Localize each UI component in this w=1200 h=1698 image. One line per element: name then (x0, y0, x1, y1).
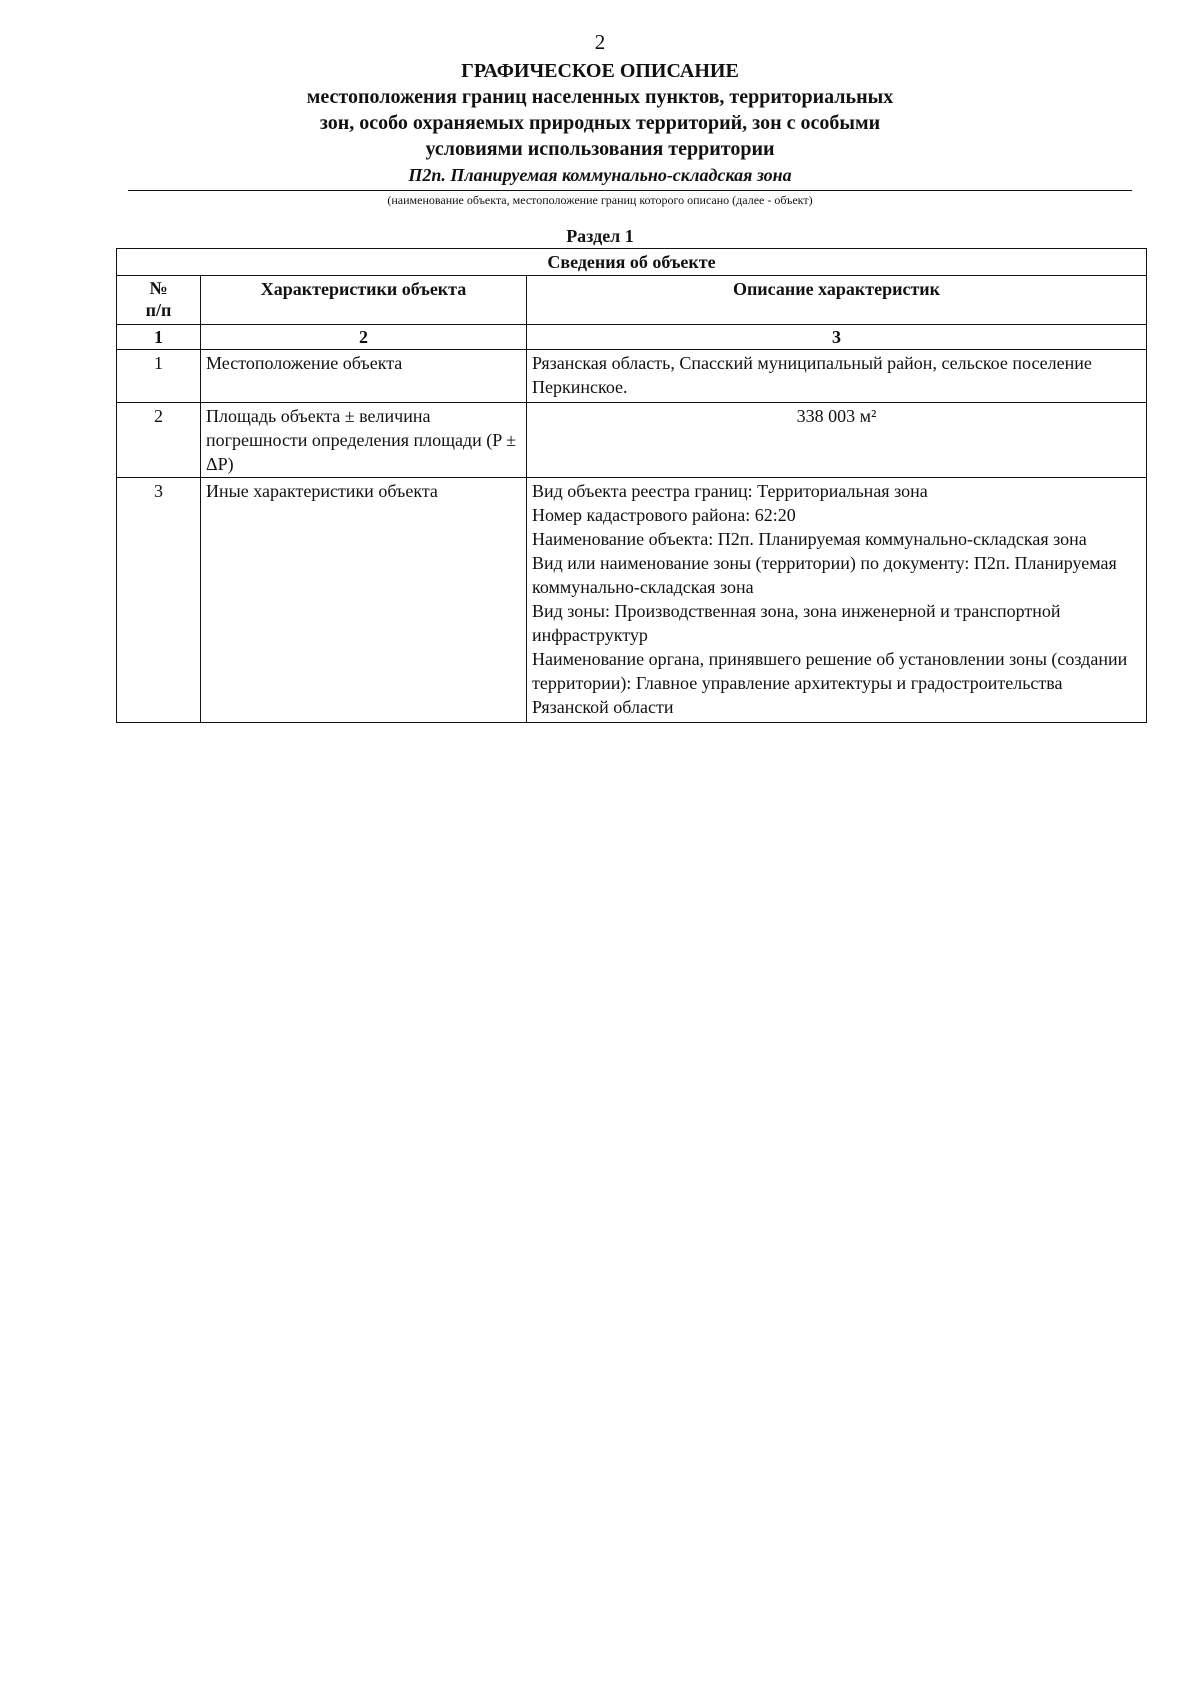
table-row (117, 350, 1147, 403)
object-name: П2п. Планируемая коммунально-складская зона (408, 165, 792, 185)
object-caption: (наименование объекта, местоположение границ которого описано (далее - объект) (387, 193, 813, 207)
row-characteristic: Местоположение объекта (201, 350, 527, 403)
row-description (527, 350, 1147, 403)
table-row (117, 478, 1147, 723)
document-subtitle-line-2: зон, особо охраняемых природных территорий, зон с особыми (319, 112, 881, 134)
description-line: Вид зоны: Производственная зона, зона инженерной и транспортной инфраструктур (532, 601, 1061, 645)
table-caption: Сведения об объекте (117, 249, 1147, 276)
row-index: 1 (117, 350, 201, 403)
description-line: Номер кадастрового района: 62:20 (532, 505, 796, 525)
row-characteristic: Иные характеристики объекта (201, 478, 527, 723)
description-line: Наименование объекта: П2п. Планируемая коммунально-складская зона (532, 529, 1087, 549)
column-header-characteristic: Характеристики объекта (201, 276, 527, 325)
page-number: 2 (594, 30, 606, 54)
object-info-table (116, 248, 1147, 723)
description-line: Вид или наименование зоны (территории) по документу: П2п. Планируемая коммунально-складская зона (532, 553, 1117, 597)
object-name-underline (128, 190, 1132, 191)
column-number-3: 3 (527, 325, 1147, 350)
column-number-1: 1 (117, 325, 201, 350)
document-subtitle-line-1: местоположения границ населенных пунктов, территориальных (306, 86, 894, 108)
section-title: Раздел 1 (566, 226, 634, 246)
description-line: 338 003 м² (796, 406, 877, 426)
row-index: 2 (117, 403, 201, 478)
document-header (0, 58, 1200, 188)
row-description (527, 403, 1147, 478)
description-line: Рязанская область, Спасский муниципальный район, сельское поселение Перкинское. (532, 353, 1092, 397)
table-row (117, 403, 1147, 478)
description-line: Наименование органа, принявшего решение об установлении зоны (создании территории): Главное управление архитектуры и градостроительства Рязанской области (532, 649, 1128, 717)
column-header-description: Описание характеристик (527, 276, 1147, 325)
column-number-2: 2 (201, 325, 527, 350)
column-header-index: № п/п (117, 276, 201, 325)
document-title: ГРАФИЧЕСКОЕ ОПИСАНИЕ (461, 60, 739, 82)
document-subtitle-line-3: условиями использования территории (425, 138, 775, 160)
row-index: 3 (117, 478, 201, 723)
row-characteristic: Площадь объекта ± величина погрешности определения площади (P ± ΔP) (201, 403, 527, 478)
table-caption-row (117, 249, 1147, 276)
row-description (527, 478, 1147, 723)
table-header-row (117, 276, 1147, 325)
table-column-numbers-row (117, 325, 1147, 350)
description-line: Вид объекта реестра границ: Территориальная зона (532, 481, 928, 501)
